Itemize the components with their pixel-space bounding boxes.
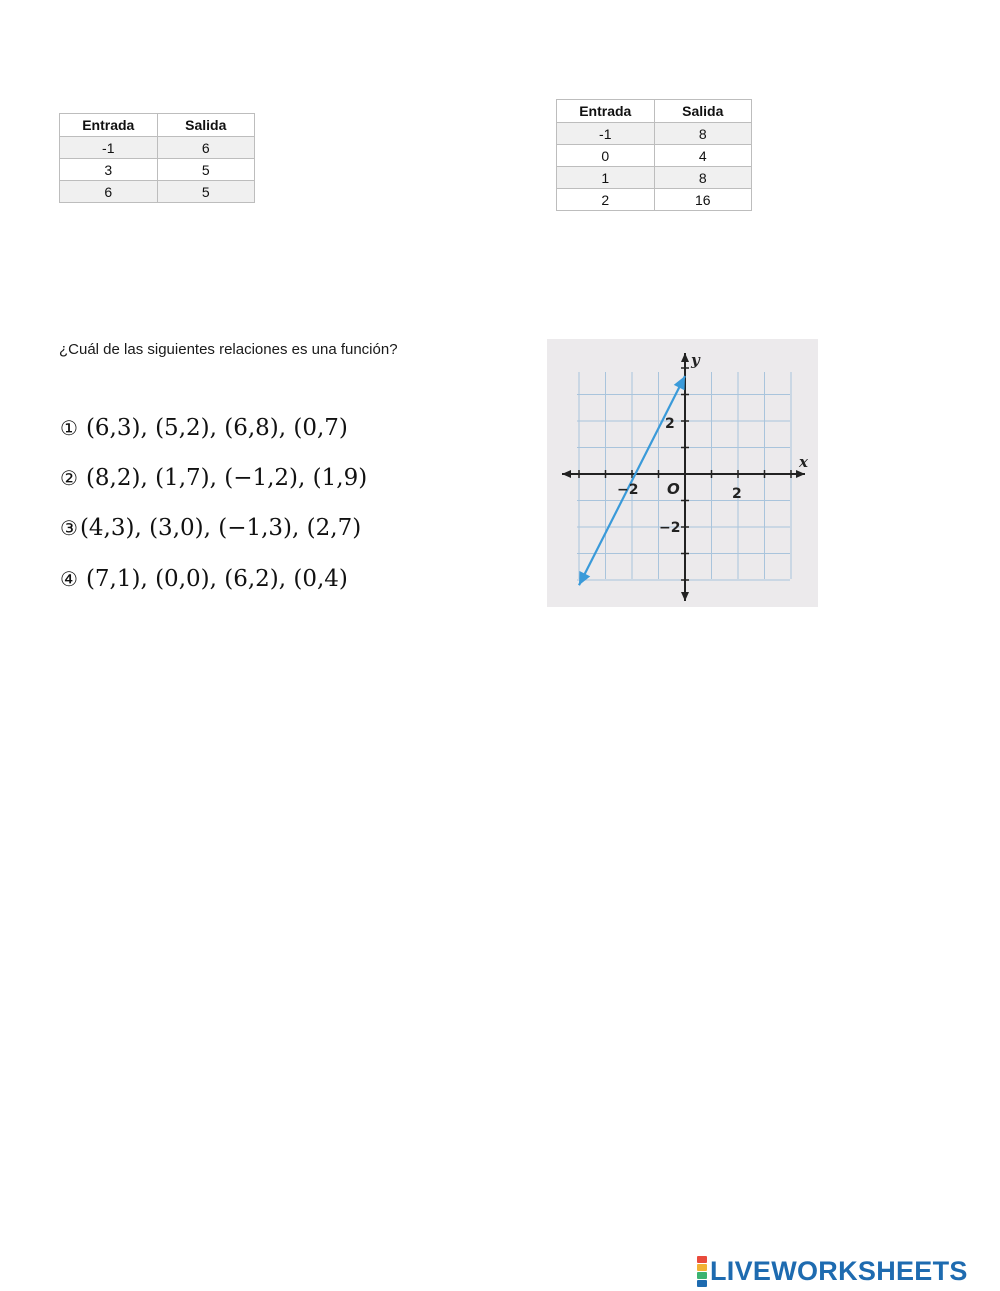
cell-entrada: -1 xyxy=(60,137,158,159)
cell-entrada: -1 xyxy=(557,123,655,145)
cell-salida: 5 xyxy=(157,181,254,203)
y-tick-label-neg2: −2 xyxy=(659,520,681,536)
cell-salida: 4 xyxy=(654,145,751,167)
cell-salida: 8 xyxy=(654,123,751,145)
table-entrada-salida-2 xyxy=(556,99,752,211)
cell-salida: 5 xyxy=(157,159,254,181)
table-header-row xyxy=(60,114,255,137)
table-header-row xyxy=(557,100,752,123)
y-tick-label-2: 2 xyxy=(665,416,675,432)
cell-salida: 16 xyxy=(654,189,751,211)
option-marker: ① xyxy=(60,416,78,440)
table-row xyxy=(557,145,752,167)
table-row xyxy=(557,167,752,189)
option-marker: ② xyxy=(60,466,78,490)
logo-text: LIVEWORKSHEETS xyxy=(710,1255,968,1286)
option-text: (7,1), (0,0), (6,2), (0,4) xyxy=(85,566,348,592)
cell-entrada: 0 xyxy=(557,145,655,167)
x-tick-label-2: 2 xyxy=(732,486,742,502)
header-salida: Salida xyxy=(654,100,751,123)
logo-block xyxy=(697,1264,707,1271)
y-axis-arrow-up xyxy=(681,353,689,362)
logo-block xyxy=(697,1280,707,1287)
cell-entrada: 1 xyxy=(557,167,655,189)
origin-label: O xyxy=(667,480,680,498)
header-entrada: Entrada xyxy=(557,100,655,123)
y-axis-label: y xyxy=(691,351,700,369)
option-marker: ③ xyxy=(60,516,78,540)
table-row xyxy=(60,159,255,181)
cell-salida: 6 xyxy=(157,137,254,159)
table-row xyxy=(557,189,752,211)
option-4 xyxy=(60,566,348,592)
header-entrada: Entrada xyxy=(60,114,158,137)
logo-block xyxy=(697,1272,707,1279)
cell-entrada: 3 xyxy=(60,159,158,181)
x-axis-arrow-right xyxy=(796,470,805,478)
x-tick-label-neg2: −2 xyxy=(617,482,639,498)
header-salida: Salida xyxy=(157,114,254,137)
graph-svg xyxy=(547,339,818,607)
coordinate-graph xyxy=(547,339,818,607)
cell-entrada: 6 xyxy=(60,181,158,203)
option-text: (4,3), (3,0), (−1,3), (2,7) xyxy=(79,515,362,541)
table-entrada-salida-1 xyxy=(59,113,255,203)
option-2 xyxy=(60,465,367,491)
y-axis-arrow-down xyxy=(681,592,689,601)
table-row xyxy=(60,137,255,159)
option-1 xyxy=(60,415,348,441)
option-text: (6,3), (5,2), (6,8), (0,7) xyxy=(85,415,348,441)
cell-entrada: 2 xyxy=(557,189,655,211)
axes xyxy=(562,353,805,601)
option-3 xyxy=(60,515,361,541)
question-text: ¿Cuál de las siguientes relaciones es una función? xyxy=(59,341,398,358)
x-axis-label: x xyxy=(799,453,808,471)
table-row xyxy=(60,181,255,203)
x-axis-arrow-left xyxy=(562,470,571,478)
option-text: (8,2), (1,7), (−1,2), (1,9) xyxy=(85,465,368,491)
liveworksheets-logo xyxy=(697,1253,968,1289)
cell-salida: 8 xyxy=(654,167,751,189)
logo-block xyxy=(697,1256,707,1263)
logo-blocks xyxy=(697,1256,707,1287)
option-marker: ④ xyxy=(60,567,78,591)
table-row xyxy=(557,123,752,145)
